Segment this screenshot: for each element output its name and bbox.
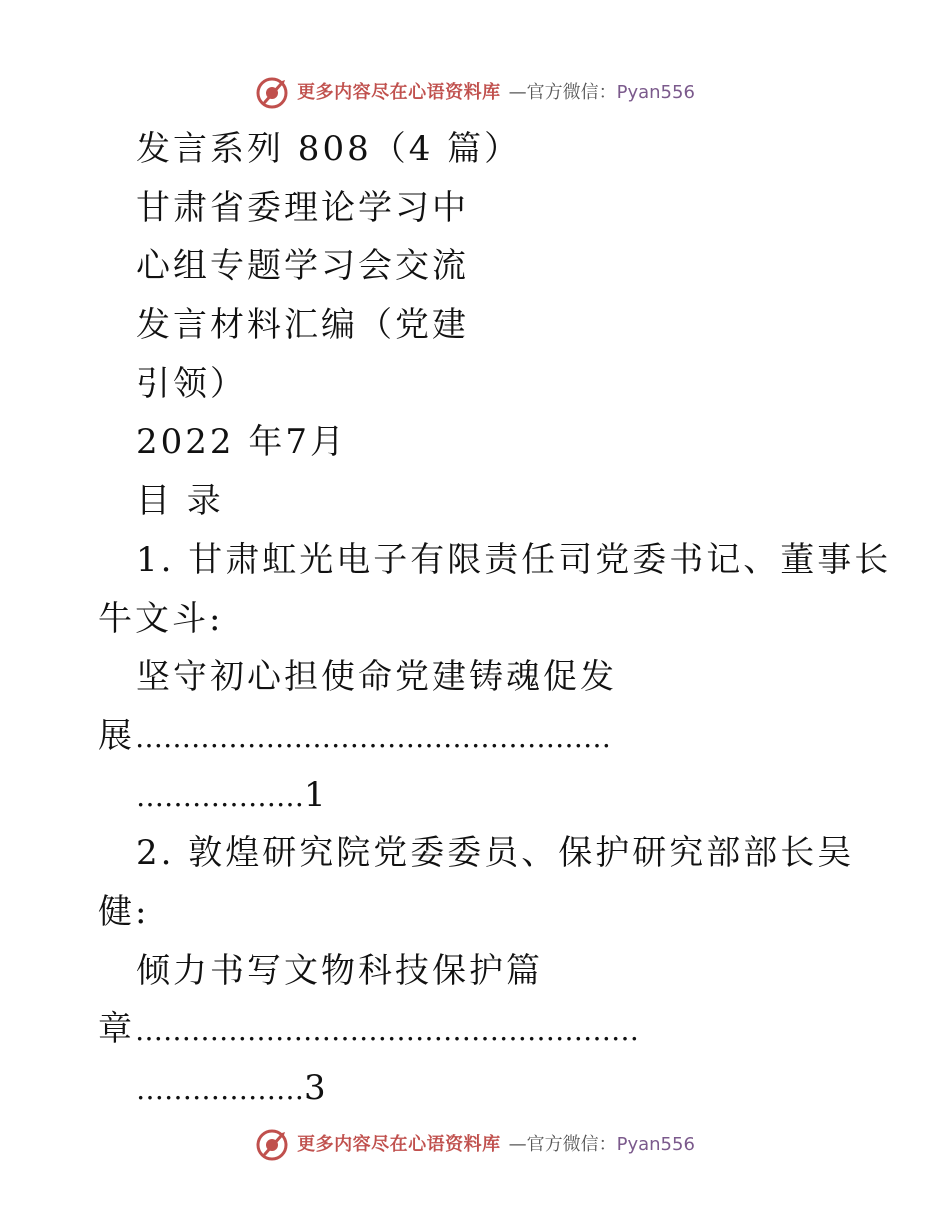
title-line-3: 心组专题学习会交流	[136, 246, 469, 287]
toc-entry-2-title-end: 章	[98, 1009, 135, 1050]
library-logo-icon	[255, 1128, 289, 1162]
toc-entry-2-page: 3	[304, 1068, 329, 1108]
watermark-label: 官方微信：	[526, 82, 617, 103]
toc-entry-1-page-row	[98, 766, 858, 825]
toc-entry-1-dots: ……………………………………………	[135, 720, 611, 754]
header-watermark	[0, 76, 950, 110]
toc-entry-1-dots-2: ………………	[136, 779, 304, 813]
toc-entry-1-line-2: 牛文斗:	[98, 598, 224, 639]
watermark-id: Pyan556	[616, 1134, 695, 1155]
toc-entry-2-page-row	[98, 1059, 858, 1118]
toc-heading: 目 录	[136, 481, 224, 522]
watermark-suffix	[509, 1133, 695, 1157]
toc-entry-1-dots-row	[98, 707, 858, 766]
document-body	[98, 120, 892, 1118]
toc-entry-1-title: 坚守初心担使命党建铸魂促发	[136, 657, 617, 698]
toc-entry-1-title-end: 展	[98, 715, 135, 756]
title-line-4: 发言材料汇编（党建	[136, 305, 469, 346]
footer-watermark	[0, 1128, 950, 1162]
toc-entry-2-dots-row	[98, 1000, 858, 1059]
title-line-2: 甘肃省委理论学习中	[136, 187, 469, 228]
watermark-suffix	[509, 81, 695, 105]
toc-entry-2-dots-2: ………………	[136, 1073, 304, 1106]
toc-entry-2-title: 倾力书写文物科技保护篇	[136, 950, 543, 991]
library-logo-icon	[255, 76, 289, 110]
title-line-5: 引领）	[136, 363, 247, 404]
toc-entry-2-line-2: 健:	[98, 891, 150, 932]
document-date: 2022 年7月	[136, 422, 347, 463]
watermark-dash: —	[508, 1134, 527, 1155]
watermark-dash: —	[508, 82, 527, 103]
watermark-id: Pyan556	[616, 82, 695, 103]
watermark-text: 更多内容尽在心语资料库	[297, 82, 501, 103]
toc-entry-1-line-1: 1. 甘肃虹光电子有限责任司党委书记、董事长	[136, 539, 892, 580]
toc-entry-1-page: 1	[304, 774, 329, 815]
title-line-1: 发言系列 808（4 篇）	[136, 129, 522, 169]
watermark-label: 官方微信：	[526, 1134, 617, 1155]
watermark-text: 更多内容尽在心语资料库	[297, 1134, 501, 1155]
toc-entry-2-dots: ………………………………………………	[135, 1014, 639, 1048]
toc-entry-2-line-1: 2. 敦煌研究院党委委员、保护研究部部长吴	[136, 833, 855, 874]
